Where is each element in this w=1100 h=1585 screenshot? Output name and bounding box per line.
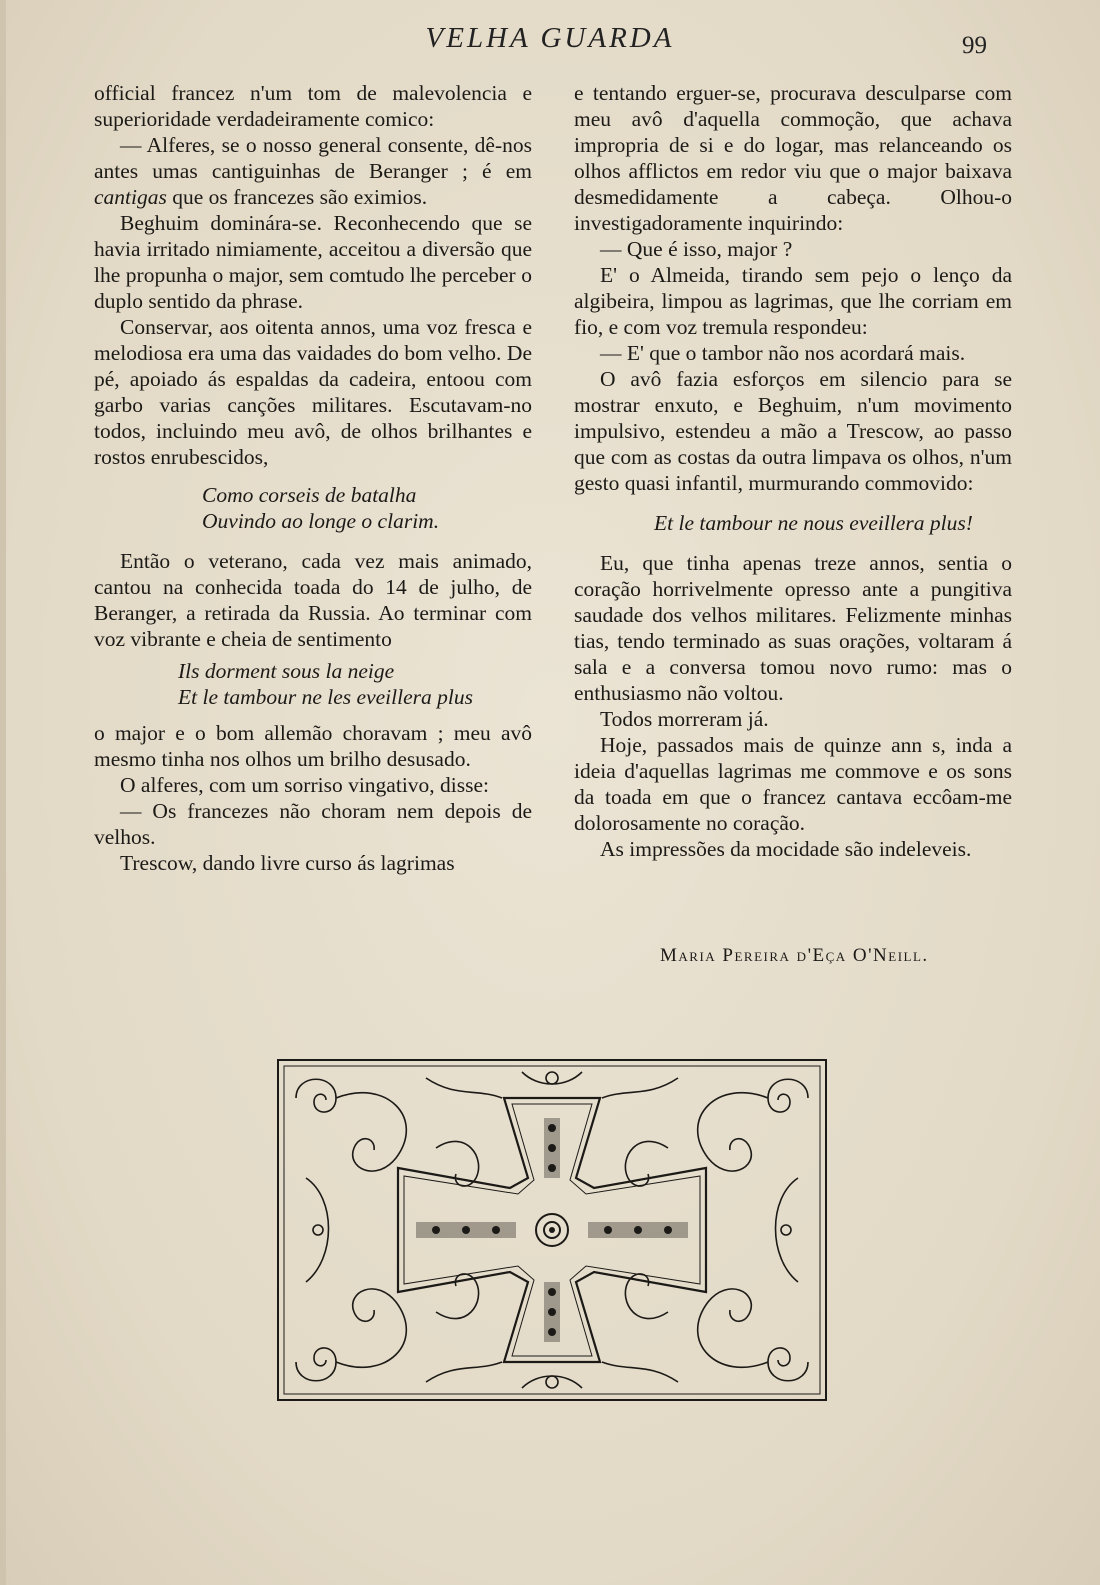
emphasis: cantigas [94, 185, 167, 209]
paragraph: As impressões da mocidade são indeleveis. [600, 837, 972, 861]
celtic-cross-ornament-icon [276, 1058, 828, 1402]
verse-line: Ouvindo ao longe o clarim. [202, 509, 440, 533]
verse-line: Ils dorment sous la neige [178, 659, 395, 683]
paragraph: — Os francezes não choram nem depois de velhos. [94, 799, 532, 849]
paragraph: Trescow, dando livre curso ás lagrimas [120, 851, 455, 875]
left-column [94, 80, 532, 876]
paragraph: Todos morreram já. [600, 707, 769, 731]
paragraph: Hoje, passados mais de quinze ann s, inda a ideia d'aquellas lagrimas me commove e os sons da toada em que o francez cantava eccôam-me dolorosamente no coração. [574, 733, 1012, 835]
paragraph: Então o veterano, cada vez mais animado, cantou na conhecida toada do 14 de julho, de Beranger, a retirada da Russia. Ao terminar com voz vibrante e cheia de sentimento [94, 549, 532, 651]
author-signature: Maria Pereira d'Eça O'Neill. [660, 945, 929, 966]
text: que os francezes são eximios. [172, 185, 428, 209]
paragraph [94, 132, 532, 210]
right-column [574, 80, 1012, 862]
page-number: 99 [962, 32, 987, 59]
verse-block [202, 482, 532, 534]
paragraph: Eu, que tinha apenas treze annos, sentia o coração horrivelmente opresso ante a pungitiva saudade dos velhos militares. Felizmente minhas tias, tendo terminado as suas orações, voltaram á sala e a conversa tomou novo rumo: mas o enthusiasmo não voltou. [574, 551, 1012, 705]
verse-block [654, 510, 1012, 536]
verse-line: Como corseis de batalha [202, 483, 417, 507]
paragraph: official francez n'um tom de malevolencia e superioridade verdadeiramente comico: [94, 81, 532, 131]
paragraph: — Que é isso, major ? [600, 237, 793, 261]
paragraph: E' o Almeida, tirando sem pejo o lenço da algibeira, limpou as lagrimas, que lhe corriam em fio, e com voz tremula respondeu: [574, 263, 1012, 339]
verse-line: Et le tambour ne les eveillera plus [178, 685, 473, 709]
paragraph: e tentando erguer-se, procurava desculparse com meu avô d'aquella commoção, que achava impropria de si e do logar, mas relanceando os olhos afflictos em redor viu que o major baixava desmedidamente a cabeça. Olhou-o investigadoramente inquirindo: [574, 81, 1012, 235]
paragraph: Conservar, aos oitenta annos, uma voz fresca e melodiosa era uma das vaidades do bom velho. De pé, apoiado ás espaldas da cadeira, entoou com garbo varias canções militares. Escutavam-no todos, incluindo meu avô, de olhos brilhantes e rostos enrubescidos, [94, 315, 532, 469]
paragraph: — E' que o tambor não nos acordará mais. [600, 341, 966, 365]
page-edge [0, 0, 6, 1585]
paragraph: O avô fazia esforços em silencio para se mostrar enxuto, e Beghuim, n'um movimento impulsivo, estendeu a mão a Trescow, ao passo que com as costas da outra limpava os olhos, n'um gesto quasi infantil, murmurando commovido: [574, 367, 1012, 495]
verse-line: Et le tambour ne nous eveillera plus! [654, 511, 973, 535]
paragraph: o major e o bom allemão choravam ; meu avô mesmo tinha nos olhos um brilho desusado. [94, 721, 532, 771]
paragraph: O alferes, com um sorriso vingativo, disse: [120, 773, 490, 797]
verse-block [178, 658, 532, 710]
text: — Alferes, se o nosso general consente, dê-nos antes umas cantiguinhas de Beranger ; é em [94, 133, 532, 183]
running-title: VELHA GUARDA [425, 22, 675, 54]
paragraph: Beghuim dominára-se. Reconhecendo que se havia irritado nimiamente, acceitou a diversão que lhe propunha o major, sem comtudo lhe perceber o duplo sentido da phrase. [94, 211, 532, 313]
